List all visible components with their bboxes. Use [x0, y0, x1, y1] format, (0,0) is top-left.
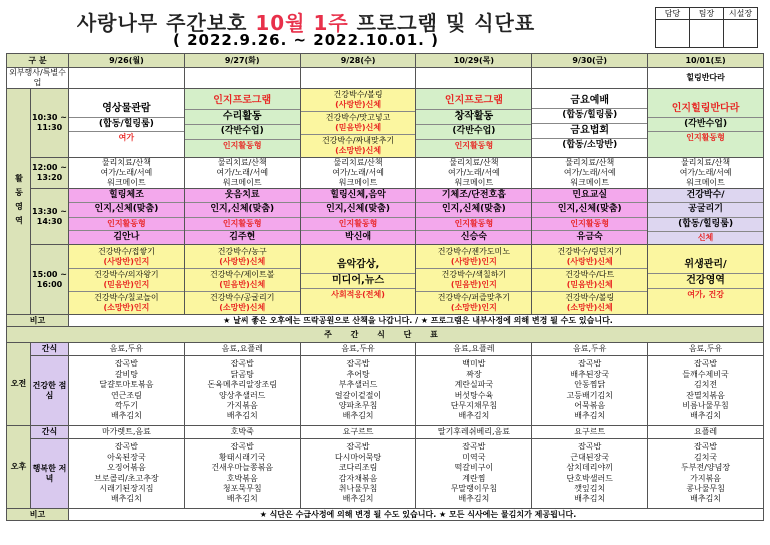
slot3-fri-title: 민요교실: [572, 190, 608, 201]
slot2-sat-2: 여가/노래/서예: [679, 168, 732, 177]
slot2-tue-3: 워크메이트: [222, 178, 262, 187]
lunch-thu-4: 버섯탕수육: [454, 390, 494, 400]
slot1-mon-title: 영상물관람: [102, 103, 151, 115]
title-prefix: 사랑나무 주간보호: [76, 11, 256, 35]
approval-director-sign: [724, 20, 758, 48]
slot3-sat-place: (합동/힐링룸): [648, 217, 763, 231]
slot1-wed-a-grp: (사랑반)신체: [335, 100, 382, 109]
slot2-fri-1: 물리치료/산책: [565, 158, 615, 167]
dinner-mon-6: 배추김치: [110, 494, 142, 504]
slot4-fri-a: [532, 246, 647, 268]
slot1-thu-title: 인지프로그램: [444, 95, 503, 107]
slot1-fri-b-place: (합동/소망반): [532, 138, 647, 152]
slot1-sat-type: 인지활동형: [648, 131, 763, 144]
slot2-sat-1: 물리치료/산책: [681, 158, 731, 167]
slot1-wed: [300, 89, 416, 158]
slot3-row: [7, 189, 764, 245]
slot1-tue-class: (각반수업): [185, 124, 300, 138]
lunch-thu-6: 배추김치: [458, 411, 490, 421]
program-note-row: [7, 315, 764, 327]
slot4-tue-b: [185, 268, 300, 291]
slot1-thu-class: (각반수업): [416, 124, 531, 138]
slot4-fri-b-grp: (믿음반)신체: [566, 279, 613, 289]
slot4-fri-c-act: 건강박수/볼링: [565, 292, 615, 302]
dinner-tue: [184, 439, 300, 509]
pm-snack-fri: 요구르트: [532, 426, 648, 439]
lunch-label: 건강한 점심: [31, 356, 69, 426]
approval-team: 팀장: [690, 8, 724, 20]
slot3-wed-title: 힐링신체,음악: [330, 190, 386, 201]
pm-snack-thu: 딸기후레쉬베리,음료: [416, 426, 532, 439]
slot3-mon: [69, 189, 185, 245]
slot4-thu-c-act: 건강박수/퍼즐맞추기: [437, 292, 511, 302]
slot3-fri-teacher: 유금숙: [532, 230, 647, 244]
slot4-wed-title: 음악감상,: [336, 259, 380, 270]
slot3-mon-type: 인지활동형: [69, 217, 184, 230]
am-snack-mon: 음료,두유: [69, 343, 185, 356]
pm-snack-label: 간식: [31, 426, 69, 439]
dinner-thu-6: 배추김치: [458, 494, 490, 504]
dinner-mon-4: 브로콜리/초고추장: [94, 473, 159, 483]
slot4-sat-sub: 건강영역: [648, 273, 763, 289]
pm-label: 오후: [7, 426, 31, 509]
dinner-thu-4: 계란찜: [462, 473, 486, 483]
am-snack-label: 간식: [31, 343, 69, 356]
lunch-mon-2: 갈비탕: [114, 369, 138, 379]
slot1-tue-type: 인지활동형: [185, 139, 300, 152]
slot4-mon-c-grp: (소망반)인지: [103, 302, 150, 312]
slot4-sat: [648, 245, 764, 315]
slot1-fri-b: 금요법회: [532, 123, 647, 139]
lunch-sat-5: 비름나물무침: [682, 400, 729, 410]
day-thu: 10/29(목): [416, 54, 532, 68]
slot2-wed-3: 워크메이트: [338, 178, 378, 187]
lunch-wed-3: 부추샐러드: [338, 380, 378, 390]
lunch-wed-6: 배추김치: [342, 411, 374, 421]
slot2-row: [7, 158, 764, 189]
title-suffix: 프로그램 및 식단표: [348, 11, 536, 35]
slot1-fri: [532, 89, 648, 158]
program-table: [6, 53, 764, 521]
dinner-thu-2: 미역국: [462, 452, 486, 462]
slot3-mon-teacher: 김안나: [69, 230, 184, 244]
slot4-tue-b-act: 건강박수/제이트볼: [209, 269, 275, 279]
outing-sat: 힐링반다라: [648, 68, 764, 89]
time-slot1: 10:30 ~ 11:30: [31, 89, 69, 158]
dinner-tue-6: 배추김치: [226, 494, 258, 504]
meal-band-row: [7, 327, 764, 343]
slot3-wed-teacher: 박신애: [301, 230, 416, 244]
lunch-thu-5: 단무지채무침: [450, 400, 498, 410]
area-label: 활동영역: [7, 89, 31, 315]
lunch-mon-4: 연근조림: [110, 390, 142, 400]
slot3-sat-type: 신체: [648, 231, 763, 244]
am-snack-thu: 음료,요플레: [416, 343, 532, 356]
lunch-tue: [184, 356, 300, 426]
slot3-fri: [532, 189, 648, 245]
slot3-mon-title: 힐링체조: [109, 190, 144, 201]
slot4-mon-b-act: 건강박수/의자왕기: [94, 269, 159, 279]
slot3-thu-sub: 인지,신체(맞춤): [416, 202, 531, 216]
lunch-fri-4: 고등배기김치: [566, 390, 613, 400]
dinner-wed-4: 감자채볶음: [338, 473, 378, 483]
slot1-fri-a-place: (합동/힐링룸): [532, 108, 647, 122]
dinner-mon-1: 잡곡밥: [114, 442, 138, 452]
meal-note: ★ 식단은 수급사정에 의해 변경 될 수도 있습니다. ★ 모든 식사에는 물김치가 제공됩니다.: [69, 509, 764, 521]
dinner-tue-2: 황태시래기국: [219, 452, 266, 462]
lunch-tue-3: 돈육메추리알장조림: [207, 380, 278, 390]
slot1-wed-c-act: 건강박수/짜내맞추기: [321, 136, 395, 145]
slot2-wed-2: 여가/노래/서예: [332, 168, 384, 177]
slot3-tue-title: 웃음치료: [224, 190, 260, 201]
lunch-fri-6: 배추김치: [574, 411, 606, 421]
slot4-wed-type: 사회적응(전체): [301, 288, 416, 301]
approval-team-sign: [690, 20, 724, 48]
lunch-thu-3: 계란실파국: [454, 380, 494, 390]
slot4-sat-title: 위생관리/: [684, 259, 727, 270]
slot3-thu-type: 인지활동형: [416, 217, 531, 230]
approval-staff-sign: [656, 20, 690, 48]
slot4-mon-b: [69, 268, 184, 291]
slot1-wed-b-grp: (믿음반)신체: [335, 123, 382, 132]
slot1-row: [7, 89, 764, 158]
dinner-wed-5: 취나물무침: [338, 483, 378, 493]
slot1-sat-class: (각반수업): [648, 117, 763, 131]
am-snack-wed: 음료,두유: [300, 343, 416, 356]
slot2-fri: [532, 158, 648, 189]
slot2-mon-3: 워크메이트: [107, 178, 146, 187]
time-slot3: 13:30 ~ 14:30: [31, 189, 69, 245]
lunch-thu-2: 짜장: [466, 369, 482, 379]
slot1-sat-title: 인지힐링반다라: [671, 103, 740, 115]
dinner-fri-1: 잡곡밥: [578, 442, 602, 452]
slot4-thu-b: [416, 268, 531, 291]
dinner-thu: [416, 439, 532, 509]
slot2-thu-3: 워크메이트: [454, 178, 494, 187]
slot1-fri-a: 금요예배: [570, 94, 610, 106]
lunch-sat-1: 잡곡밥: [693, 359, 718, 369]
dinner-row: [7, 439, 764, 509]
slot4-thu-c: [416, 291, 531, 314]
lunch-sat-2: 들깨수제비국: [682, 369, 729, 379]
slot1-wed-b: [301, 111, 416, 134]
meal-note-row: [7, 509, 764, 521]
slot4-tue: [184, 245, 300, 315]
lunch-fri: [532, 356, 648, 426]
slot1-tue-sub: 수리활동: [185, 109, 300, 125]
slot3-sat-sub: 공굴리기: [648, 202, 763, 216]
time-slot4: 15:00 ~ 16:00: [31, 245, 69, 315]
slot4-thu-b-act: 건강박수/색칠하기: [441, 269, 507, 279]
slot1-wed-b-act: 건강박수/맛고넣고: [325, 113, 391, 122]
slot3-tue-type: 인지활동형: [185, 217, 300, 230]
program-note: ★ 날씨 좋은 오후에는 뜨락공원으로 산책을 나갑니다. / ★ 프로그램은 내부사정에 의해 변경 될 수도 있습니다.: [69, 315, 764, 327]
dinner-wed-1: 잡곡밥: [346, 442, 370, 452]
slot4-mon-a-grp: (사랑반)인지: [103, 256, 150, 266]
slot4-fri-c-grp: (소망반)신체: [566, 302, 613, 312]
lunch-tue-6: 배추김치: [226, 411, 258, 421]
dinner-fri-3: 삼치데리야끼: [566, 463, 613, 473]
slot4-thu-c-grp: (소망반)인지: [450, 302, 497, 312]
slot1-wed-c-grp: (소망반)신체: [335, 146, 382, 155]
slot3-sat: [648, 189, 764, 245]
dinner-wed-6: 배추김치: [342, 494, 374, 504]
corner-label: 구 분: [7, 54, 69, 68]
sheet-header: [6, 5, 764, 53]
dinner-thu-3: 떡갈비구이: [454, 463, 494, 473]
day-header-row: [7, 54, 764, 68]
slot1-wed-a: [301, 89, 416, 111]
slot4-fri-c: [532, 291, 647, 314]
slot4-mon-a-act: 건강박수/접쌓기: [98, 246, 155, 256]
slot3-fri-type: 인지활동형: [532, 217, 647, 230]
lunch-mon-1: 잡곡밥: [114, 359, 138, 369]
slot2-thu: [416, 158, 532, 189]
slot3-tue-sub: 인지,신체(맞춤): [185, 202, 300, 216]
am-label: 오전: [7, 343, 31, 426]
slot4-tue-c-act: 건강박수/공굴리기: [209, 292, 275, 302]
am-snack-tue: 음료,요플레: [184, 343, 300, 356]
slot2-thu-2: 여가/노래/서예: [448, 168, 500, 177]
dinner-fri: [532, 439, 648, 509]
lunch-sat-3: 김치전: [693, 380, 718, 390]
dinner-sat: [648, 439, 764, 509]
slot3-thu-title: 기체조/단전호흡: [441, 190, 506, 201]
dinner-label: 행복한 저녁: [31, 439, 69, 509]
lunch-sat-6: 배추김치: [690, 411, 722, 421]
day-wed: 9/28(수): [300, 54, 416, 68]
pm-snack-tue: 호박죽: [184, 426, 300, 439]
pm-snack-wed: 요구르트: [300, 426, 416, 439]
dinner-sat-4: 가지볶음: [690, 473, 722, 483]
outing-mon: [69, 68, 185, 89]
slot4-fri-a-grp: (사랑반)신체: [566, 256, 613, 266]
time-slot2: 12:00 ~ 13:20: [31, 158, 69, 189]
slot4-wed: [300, 245, 416, 315]
outing-wed: [300, 68, 416, 89]
slot2-tue-1: 물리치료/산책: [217, 158, 267, 167]
slot4-tue-b-grp: (믿음반)신체: [219, 279, 266, 289]
lunch-tue-4: 양상추샐러드: [219, 390, 266, 400]
dinner-tue-1: 잡곡밥: [230, 442, 254, 452]
outing-thu: [416, 68, 532, 89]
dinner-tue-3: 건새우마늘쫑볶음: [211, 463, 274, 473]
slot4-mon-a: [69, 246, 184, 268]
dinner-mon-5: 시래기된장지짐: [99, 483, 154, 493]
pm-snack-mon: 마가렛트,음료: [69, 426, 185, 439]
dinner-mon-2: 아욱된장국: [107, 452, 146, 462]
slot2-wed: [300, 158, 416, 189]
dinner-wed-3: 코다리조림: [338, 463, 378, 473]
dinner-sat-5: 콩나물무침: [686, 483, 725, 493]
slot2-tue: [184, 158, 300, 189]
dinner-mon: [69, 439, 185, 509]
dinner-fri-5: 깻잎김치: [574, 483, 606, 493]
slot3-wed-type: 인지활동형: [301, 217, 416, 230]
slot2-thu-1: 물리치료/산책: [449, 158, 499, 167]
approval-director: 시설장: [724, 8, 758, 20]
lunch-mon: [69, 356, 185, 426]
lunch-wed-2: 추어탕: [346, 369, 370, 379]
approval-staff: 담당: [656, 8, 690, 20]
lunch-tue-2: 닭곰탕: [230, 369, 254, 379]
slot3-wed-sub: 인지,신체(맞춤): [301, 202, 416, 216]
slot4-mon-c: [69, 291, 184, 314]
slot1-mon-type: 여가: [69, 131, 184, 144]
slot4-wed-sub: 미디어,뉴스: [301, 273, 416, 289]
lunch-sat: [648, 356, 764, 426]
slot4-sat-type: 여가, 건강: [648, 288, 763, 301]
slot2-sat: [648, 158, 764, 189]
slot3-wed: [300, 189, 416, 245]
slot4-fri-b: [532, 268, 647, 291]
day-tue: 9/27(화): [184, 54, 300, 68]
outing-row: [7, 68, 764, 89]
dinner-mon-3: 오징어볶음: [107, 463, 146, 473]
slot1-wed-c: [301, 134, 416, 157]
slot4-tue-a-grp: (사랑반)신체: [219, 256, 266, 266]
lunch-fri-1: 잡곡밥: [578, 359, 602, 369]
slot2-fri-3: 워크메이트: [570, 178, 610, 187]
slot2-mon-2: 여가/노래/서예: [100, 168, 153, 177]
dinner-thu-5: 무말랭이무침: [450, 483, 498, 493]
dinner-fri-2: 근대된장국: [570, 452, 610, 462]
lunch-sat-4: 잔멸치볶음: [686, 390, 725, 400]
slot3-tue-teacher: 김주현: [185, 230, 300, 244]
am-snack-sat: 음료,두유: [648, 343, 764, 356]
dinner-tue-4: 호박볶음: [226, 473, 258, 483]
day-fri: 9/30(금): [532, 54, 648, 68]
slot2-sat-3: 워크메이트: [686, 178, 725, 187]
slot4-thu-b-grp: (믿음반)인지: [450, 279, 497, 289]
slot4-thu-a: [416, 246, 531, 268]
dinner-wed: [300, 439, 416, 509]
slot4-tue-a-act: 건강박수/농구: [217, 246, 267, 256]
lunch-row: [7, 356, 764, 426]
lunch-tue-1: 잡곡밥: [230, 359, 254, 369]
slot4-fri-a-act: 건강박수/링던지기: [557, 246, 622, 256]
lunch-tue-5: 가지볶음: [226, 400, 258, 410]
slot3-thu-teacher: 신승숙: [416, 230, 531, 244]
lunch-fri-2: 배추된장국: [570, 369, 610, 379]
slot1-tue: [184, 89, 300, 158]
lunch-mon-3: 달걀토마토볶음: [99, 380, 154, 390]
slot1-sat: [648, 89, 764, 158]
slot4-mon: [69, 245, 185, 315]
slot1-mon: [69, 89, 185, 158]
dinner-thu-1: 잡곡밥: [462, 442, 486, 452]
approval-box: [655, 7, 758, 48]
dinner-sat-2: 김치국: [693, 452, 718, 462]
slot2-mon-1: 물리치료/산책: [101, 158, 151, 167]
outing-label: 외부행사/특별수업: [7, 68, 69, 89]
am-snack-fri: 음료,두유: [532, 343, 648, 356]
lunch-thu: [416, 356, 532, 426]
slot4-fri-b-act: 건강박수/다트: [565, 269, 615, 279]
lunch-wed-4: 얼갈이겉절이: [334, 390, 382, 400]
lunch-wed-1: 잡곡밥: [346, 359, 370, 369]
slot1-wed-a-act: 건강박수/볼링: [333, 90, 383, 99]
day-mon: 9/26(월): [69, 54, 185, 68]
meal-note-label: 비고: [7, 509, 69, 521]
date-range: ( 2022.9.26. ~ 2022.10.01. ): [173, 31, 439, 49]
dinner-fri-4: 단호박샐러드: [566, 473, 613, 483]
lunch-mon-5: 깍두기: [114, 400, 138, 410]
program-note-label: 비고: [7, 315, 69, 327]
slot2-mon: [69, 158, 185, 189]
dinner-tue-5: 청포묵무침: [222, 483, 262, 493]
lunch-wed-5: 양파초무침: [338, 400, 378, 410]
slot4-tue-c: [185, 291, 300, 314]
lunch-mon-6: 배추김치: [110, 411, 142, 421]
slot1-tue-title: 인지프로그램: [213, 95, 272, 107]
slot3-tue: [184, 189, 300, 245]
dinner-fri-6: 배추김치: [574, 494, 606, 504]
slot4-row: [7, 245, 764, 315]
slot2-fri-2: 여가/노래/서예: [563, 168, 616, 177]
outing-tue: [184, 68, 300, 89]
slot3-mon-sub: 인지,신체(맞춤): [69, 202, 184, 216]
slot3-fri-sub: 인지,신체(맞춤): [532, 202, 647, 216]
slot4-mon-b-grp: (믿음반)인지: [103, 279, 150, 289]
slot1-thu-type: 인지활동형: [416, 139, 531, 152]
lunch-fri-5: 어묵볶음: [574, 400, 606, 410]
slot4-tue-c-grp: (소망반)신체: [219, 302, 266, 312]
dinner-sat-6: 배추김치: [690, 494, 722, 504]
slot3-thu: [416, 189, 532, 245]
slot1-thu: [416, 89, 532, 158]
lunch-wed: [300, 356, 416, 426]
slot4-thu-a-grp: (사랑반)인지: [450, 256, 497, 266]
slot2-tue-2: 여가/노래/서예: [216, 168, 269, 177]
pm-snack-sat: 요플레: [648, 426, 764, 439]
slot4-fri: [532, 245, 648, 315]
dinner-sat-3: 두부전/양념장: [681, 463, 731, 473]
dinner-sat-1: 잡곡밥: [693, 442, 718, 452]
outing-fri: [532, 68, 648, 89]
dinner-wed-2: 다시마어묵탕: [334, 452, 382, 462]
pm-snack-row: [7, 426, 764, 439]
lunch-fri-3: 안동찜닭: [574, 380, 606, 390]
am-snack-row: [7, 343, 764, 356]
lunch-thu-1: 백미밥: [462, 359, 486, 369]
slot4-mon-c-act: 건강박수/칠교놀이: [94, 292, 159, 302]
slot1-mon-place: (합동/힐링룸): [69, 117, 184, 131]
slot4-tue-a: [185, 246, 300, 268]
slot1-thu-sub: 창작활동: [416, 109, 531, 125]
slot2-wed-1: 물리치료/산책: [333, 158, 383, 167]
slot3-sat-title: 건강박수/: [686, 190, 725, 201]
slot4-thu: [416, 245, 532, 315]
title-week: 10월 1주: [255, 11, 349, 35]
slot4-thu-a-act: 건강박수/젠가도미노: [437, 246, 511, 256]
meal-band-title: 주 간 식 단 표: [7, 327, 764, 343]
day-sat: 10/01(토): [648, 54, 764, 68]
